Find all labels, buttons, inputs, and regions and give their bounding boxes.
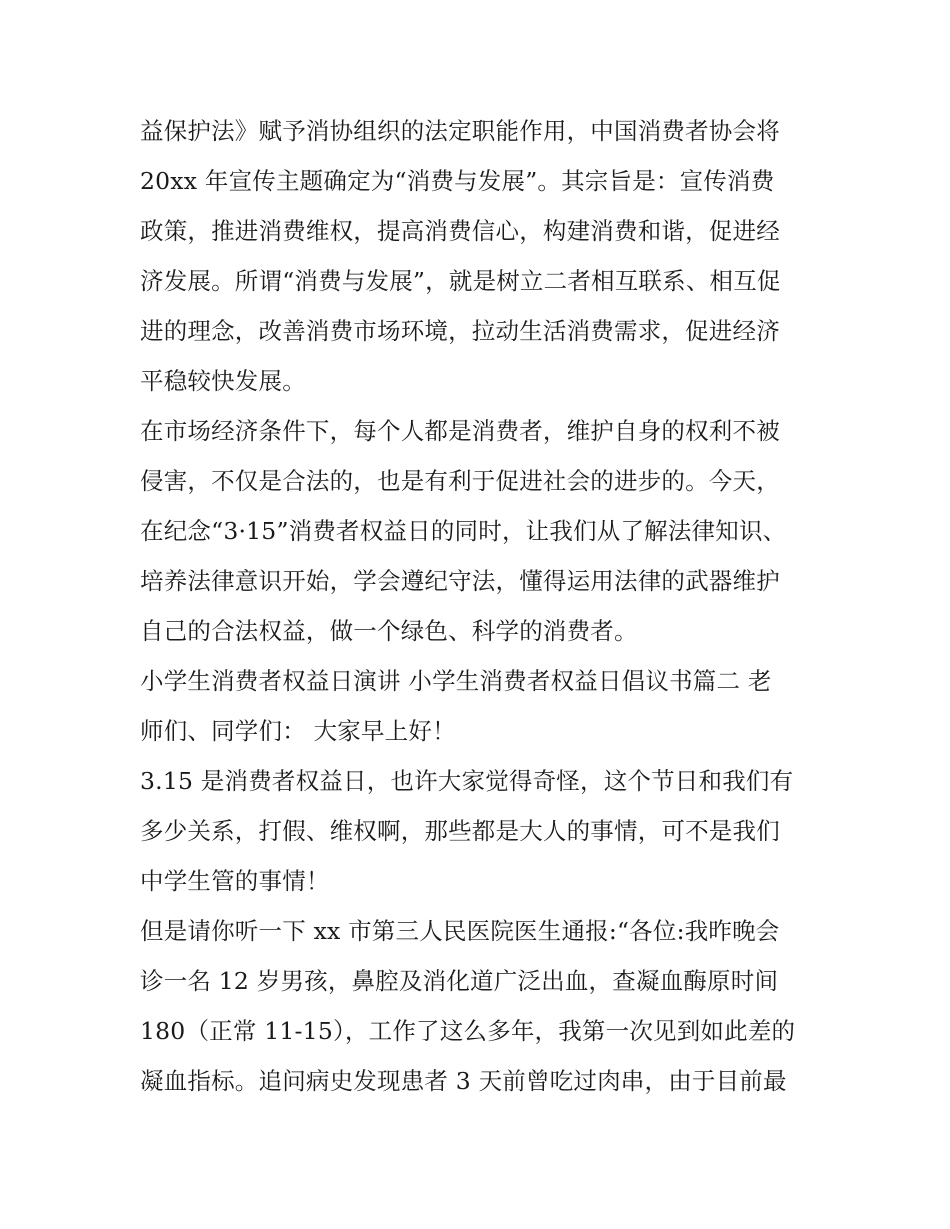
text-line: 3.15 是消费者权益日，也许大家觉得奇怪，这个节日和我们有 [140, 767, 794, 795]
text-line: 20xx 年宣传主题确定为“消费与发展”。其宗旨是：宣传消费 [140, 167, 775, 195]
text-line: 多少关系，打假、维权啊，那些都是大人的事情，可不是我们 [140, 817, 780, 845]
text-line: 进的理念，改善消费市场环境，拉动生活消费需求，促进经济 [140, 317, 780, 345]
text-line: 凝血指标。追问病史发现患者 3 天前曾吃过肉串，由于目前最 [140, 1067, 787, 1095]
text-line: 政策，推进消费维权，提高消费信心，构建消费和谐，促进经 [140, 217, 780, 245]
text-line: 在市场经济条件下，每个人都是消费者，维护自身的权利不被 [140, 417, 780, 445]
text-line: 180（正常 11-15），工作了这么多年，我第一次见到如此差的 [140, 1017, 796, 1045]
text-line: 小学生消费者权益日演讲 小学生消费者权益日倡议书篇二 老 [140, 667, 772, 695]
text-line: 培养法律意识开始，学会遵纪守法，懂得运用法律的武器维护 [140, 567, 780, 595]
text-line: 诊一名 12 岁男孩，鼻腔及消化道广泛出血，查凝血酶原时间 [140, 967, 779, 995]
text-line: 在纪念“3·15”消费者权益日的同时，让我们从了解法律知识、 [140, 517, 787, 545]
text-line: 但是请你听一下 xx 市第三人民医院医生通报:“各位:我昨晚会 [140, 917, 780, 945]
text-line: 平稳较快发展。 [140, 367, 306, 395]
text-line: 益保护法》赋予消协组织的法定职能作用，中国消费者协会将 [140, 117, 780, 145]
document-body [140, 106, 830, 1106]
text-line: 师们、同学们： 大家早上好！ [140, 717, 456, 745]
text-line: 济发展。所谓“消费与发展”，就是树立二者相互联系、相互促 [140, 267, 781, 295]
text-line: 侵害，不仅是合法的，也是有利于促进社会的进步的。今天， [140, 467, 780, 495]
text-line: 中学生管的事情！ [140, 867, 330, 895]
text-line: 自己的合法权益，做一个绿色、科学的消费者。 [140, 617, 638, 645]
